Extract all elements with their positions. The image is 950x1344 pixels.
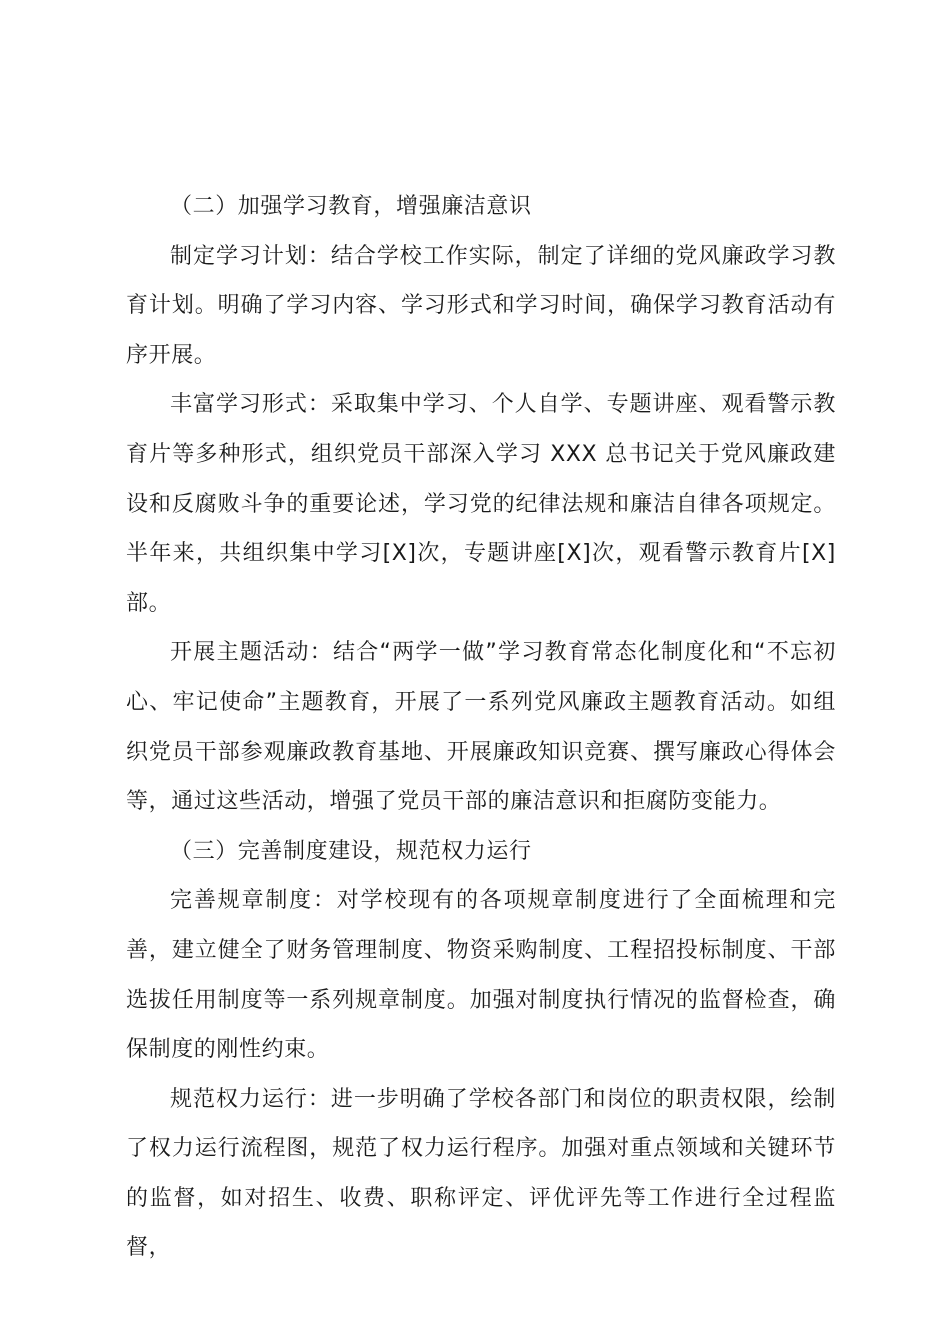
paragraph-rules-improvement: 完善规章制度：对学校现有的各项规章制度进行了全面梳理和完善，建立健全了财务管理制度、物资采购制度、工程招投标制度、干部选拔任用制度等一系列规章制度。加强对制度执行情况的监督检查，确保制度的刚性约束。: [126, 888, 836, 1063]
paragraph-power-regulation: 规范权力运行：进一步明确了学校各部门和岗位的职责权限，绘制了权力运行流程图，规范了权力运行程序。加强对重点领域和关键环节的监督，如对招生、收费、职称评定、评优评先等工作进行全过程监督，: [126, 1086, 836, 1261]
paragraph-study-plan: 制定学习计划：结合学校工作实际，制定了详细的党风廉政学习教育计划。明确了学习内容、学习形式和学习时间，确保学习教育活动有序开展。: [126, 243, 836, 368]
paragraph-theme-activities: 开展主题活动：结合“两学一做”学习教育常态化制度化和“不忘初心、牢记使命”主题教育，开展了一系列党风廉政主题教育活动。如组织党员干部参观廉政教育基地、开展廉政知识竞赛、撰写廉政心得体会等，通过这些活动，增强了党员干部的廉洁意识和拒腐防变能力。: [126, 640, 836, 815]
paragraph-study-forms: 丰富学习形式：采取集中学习、个人自学、专题讲座、观看警示教育片等多种形式，组织党员干部深入学习 XXX 总书记关于党风廉政建设和反腐败斗争的重要论述，学习党的纪律法规和廉洁自律各项规定。半年来，共组织集中学习[X]次，专题讲座[X]次，观看警示教育片[X]部。: [126, 392, 836, 616]
section-heading-3: （三）完善制度建设，规范权力运行: [170, 838, 532, 864]
document-body: [126, 182, 836, 1273]
section-heading-2: （二）加强学习教育，增强廉洁意识: [170, 194, 532, 219]
